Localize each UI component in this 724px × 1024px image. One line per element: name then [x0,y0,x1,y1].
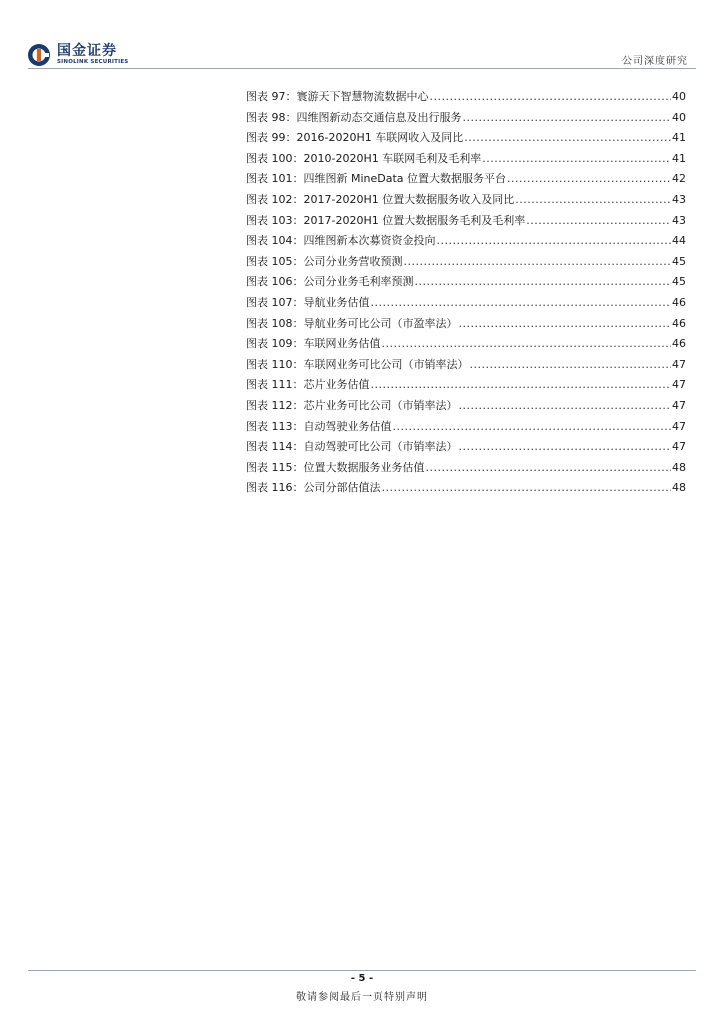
toc-page-number: 48 [672,460,686,474]
toc-leader-dots [463,111,672,124]
toc-page-number: 46 [672,316,686,330]
toc-label: 图表 98：四维图新动态交通信息及出行服务 [246,110,462,124]
toc-leader-dots [470,358,672,371]
toc-page-number: 48 [672,481,686,495]
toc-page-number: 45 [672,275,686,289]
toc-label: 图表 112：芯片业务可比公司（市销率法） [246,398,458,412]
toc-label: 图表 105：公司分业务营收预测 [246,254,403,268]
brand-name-en: SINOLINK SECURITIES [57,59,129,66]
toc-label: 图表 107：导航业务估值 [246,295,370,309]
toc-row[interactable] [246,376,686,397]
toc-leader-dots [437,234,672,247]
toc-row[interactable] [246,232,686,253]
toc-page-number: 47 [672,440,686,454]
toc-page-number: 45 [672,254,686,268]
toc-label: 图表 109：车联网业务估值 [246,337,381,351]
toc-row[interactable] [246,129,686,150]
toc-label: 图表 113：自动驾驶业务估值 [246,419,392,433]
toc-leader-dots [404,255,672,268]
toc-row[interactable] [246,315,686,336]
brand-name-cn: 国金证券 [57,43,117,60]
toc-row[interactable] [246,170,686,191]
toc-label: 图表 103：2017-2020H1 位置大数据服务毛利及毛利率 [246,213,526,227]
company-logo [27,43,128,67]
toc-page-number: 43 [672,192,686,206]
toc-label: 图表 110：车联网业务可比公司（市销率法） [246,357,469,371]
toc-row[interactable] [246,212,686,233]
toc-row[interactable] [246,459,686,480]
toc-page-number: 47 [672,378,686,392]
toc-page-number: 47 [672,357,686,371]
toc-page-number: 43 [672,213,686,227]
toc-leader-dots [371,378,672,391]
toc-page-number: 46 [672,337,686,351]
toc-page-number: 40 [672,90,686,103]
toc-row[interactable] [246,109,686,130]
toc-label: 图表 100：2010-2020H1 车联网毛利及毛利率 [246,151,482,165]
toc-row[interactable] [246,150,686,171]
toc-label: 图表 99：2016-2020H1 车联网收入及同比 [246,131,464,145]
toc-label: 图表 104：四维图新本次募资资金投向 [246,234,436,248]
sinolink-logo-icon [27,43,51,67]
toc-leader-dots [464,131,671,144]
toc-leader-dots [382,337,672,350]
toc-label: 图表 102：2017-2020H1 位置大数据服务收入及同比 [246,192,515,206]
toc-page-number: 41 [672,151,686,165]
toc-label: 图表 101：四维图新 MineData 位置大数据服务平台 [246,172,507,186]
toc-leader-dots [459,317,672,330]
toc-page-number: 44 [672,234,686,248]
toc-row[interactable] [246,418,686,439]
toc-page-number: 41 [672,131,686,145]
toc-label: 图表 97：寰游天下智慧物流数据中心 [246,90,429,103]
toc-label: 图表 108：导航业务可比公司（市盈率法） [246,316,458,330]
toc-leader-dots [382,481,672,494]
toc-label: 图表 114：自动驾驶可比公司（市销率法） [246,440,458,454]
toc-row[interactable] [246,273,686,294]
toc-leader-dots [371,296,672,309]
toc-row[interactable] [246,294,686,315]
toc-page-number: 40 [672,110,686,124]
page-number: - 5 - [350,973,374,984]
toc-row[interactable] [246,88,686,109]
toc-page-number: 42 [672,172,686,186]
toc-leader-dots [393,420,672,433]
toc-row[interactable] [246,438,686,459]
figure-index [246,88,686,500]
report-type: 公司深度研究 [622,56,688,67]
toc-row[interactable] [246,356,686,377]
toc-page-number: 47 [672,398,686,412]
toc-leader-dots [482,152,671,165]
toc-leader-dots [515,193,671,206]
toc-leader-dots [526,214,671,227]
toc-label: 图表 111：芯片业务估值 [246,378,370,392]
toc-leader-dots [430,90,672,103]
header-divider [28,68,696,69]
toc-leader-dots [415,275,672,288]
toc-page-number: 46 [672,295,686,309]
page-header [0,0,724,70]
toc-leader-dots [459,440,672,453]
toc-row[interactable] [246,253,686,274]
toc-leader-dots [426,461,672,474]
toc-row[interactable] [246,397,686,418]
toc-leader-dots [459,399,672,412]
toc-label: 图表 106：公司分业务毛利率预测 [246,275,414,289]
footer-divider [28,970,696,971]
toc-row[interactable] [246,479,686,500]
toc-label: 图表 115：位置大数据服务业务估值 [246,460,425,474]
toc-label: 图表 116：公司分部估值法 [246,481,381,495]
footer-disclaimer: 敬请参阅最后一页特别声明 [296,992,428,1003]
toc-row[interactable] [246,335,686,356]
toc-leader-dots [507,172,671,185]
toc-page-number: 47 [672,419,686,433]
toc-row[interactable] [246,191,686,212]
